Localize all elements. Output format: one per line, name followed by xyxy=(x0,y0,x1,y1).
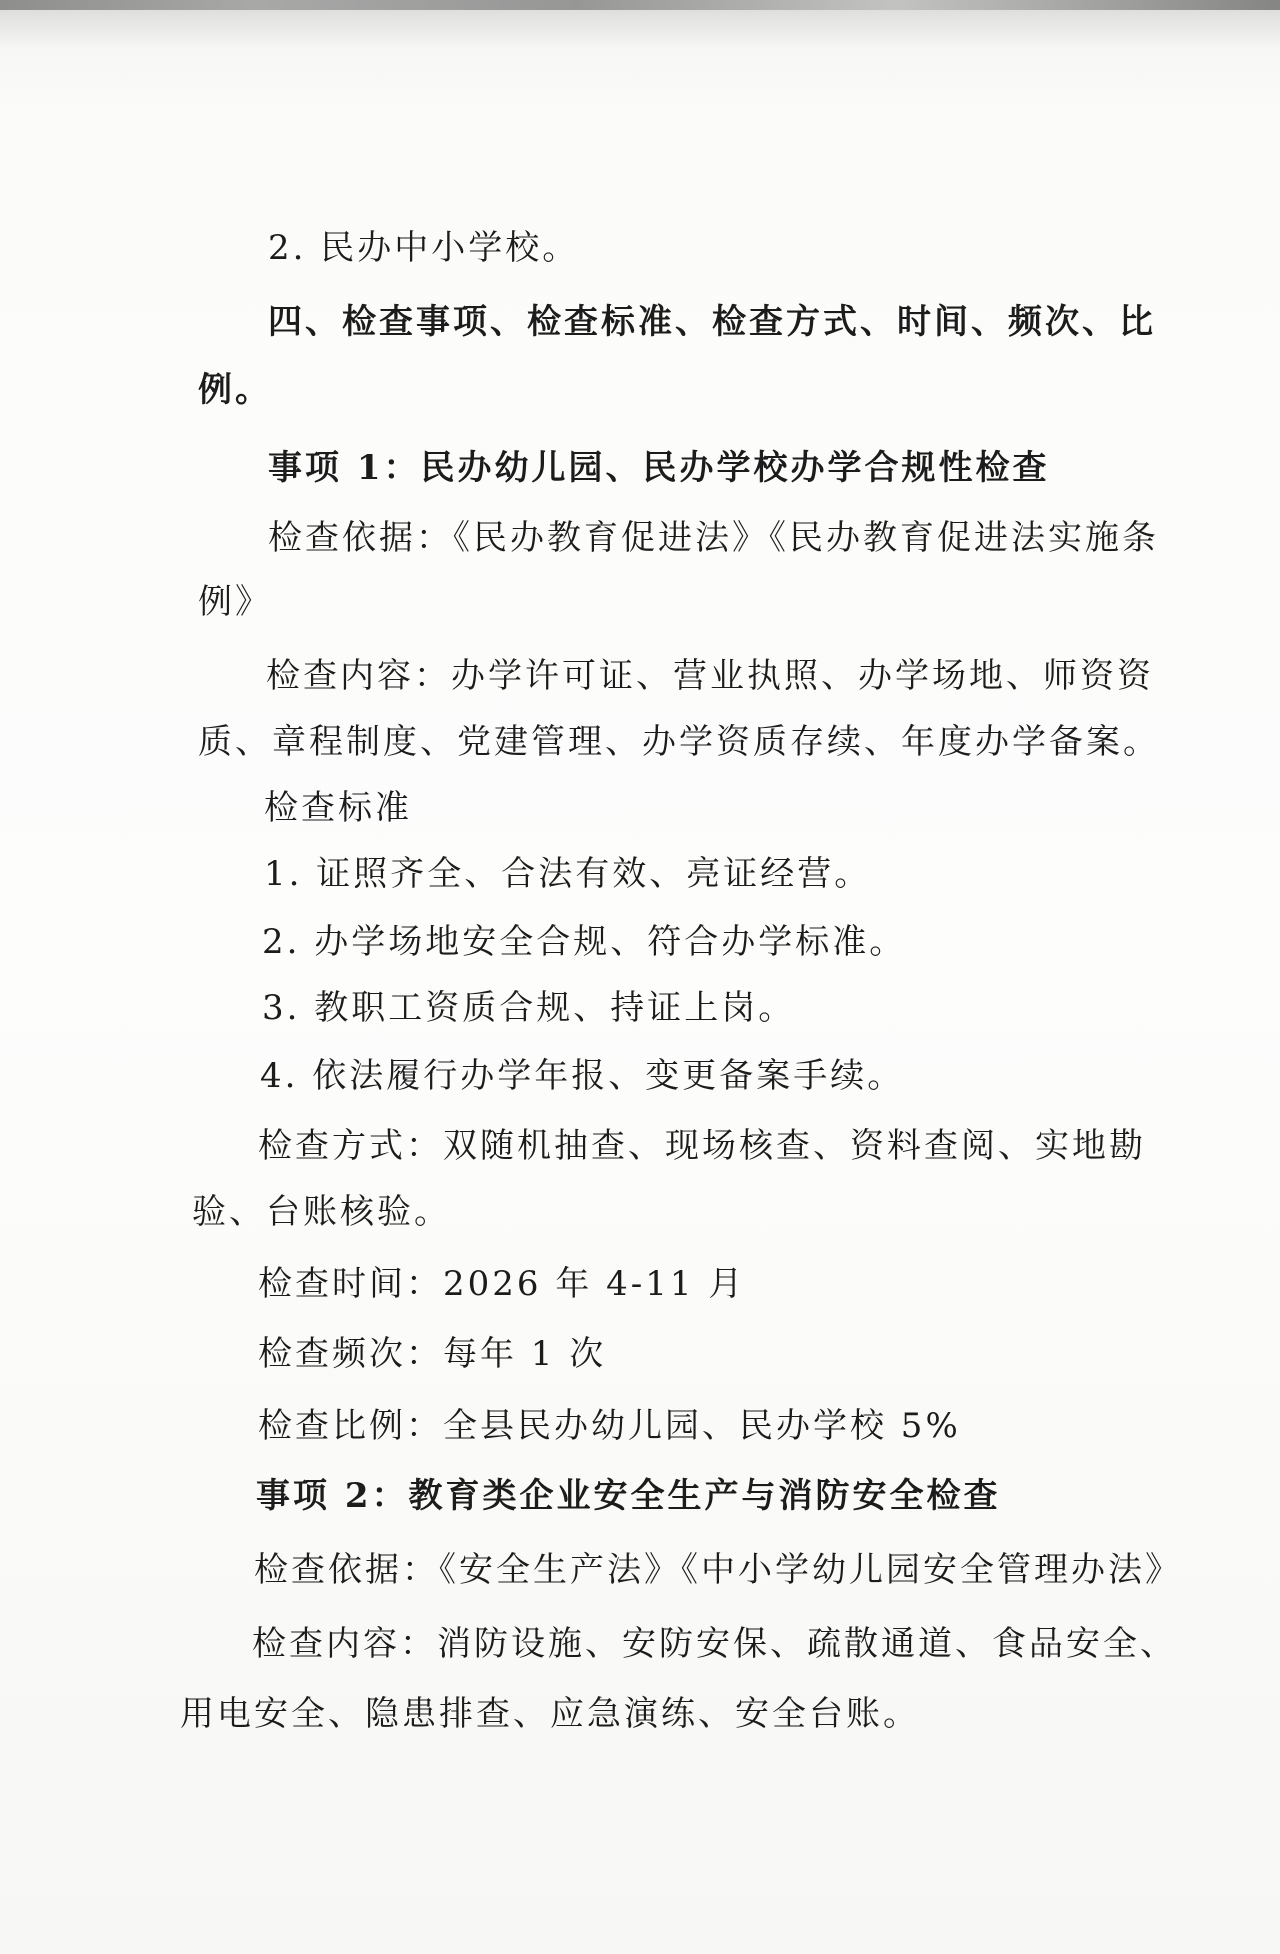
scan-top-edge xyxy=(0,0,1280,10)
item1-standard-3: 3. 教职工资质合规、持证上岗。 xyxy=(262,988,796,1028)
item1-content: 检查内容：办学许可证、营业执照、办学场地、师资资 xyxy=(266,656,1154,696)
item2-content-cont: 用电安全、隐患排查、应急演练、安全台账。 xyxy=(180,1694,920,1734)
item1-standard-heading: 检查标准 xyxy=(264,788,412,828)
item1-basis-cont: 例》 xyxy=(198,582,272,622)
item1-time: 检查时间：2026 年 4-11 月 xyxy=(258,1264,746,1304)
item1-ratio: 检查比例：全县民办幼儿园、民办学校 5% xyxy=(258,1406,961,1446)
section-four-heading-cont: 例。 xyxy=(198,370,272,410)
item1-method: 检查方式：双随机抽查、现场核查、资料查阅、实地勘 xyxy=(258,1126,1146,1166)
item1-content-cont: 质、章程制度、党建管理、办学资质存续、年度办学备案。 xyxy=(198,722,1160,762)
scan-top-shade xyxy=(0,10,1280,50)
item1-standard-4: 4. 依法履行办学年报、变更备案手续。 xyxy=(260,1056,905,1096)
item1-basis: 检查依据：《民办教育促进法》《民办教育促进法实施条 xyxy=(268,518,1159,558)
item1-frequency: 检查频次：每年 1 次 xyxy=(258,1334,607,1374)
item2-title: 事项 2：教育类企业安全生产与消防安全检查 xyxy=(256,1476,1001,1516)
item1-standard-1: 1. 证照齐全、合法有效、亮证经营。 xyxy=(264,854,872,894)
section-four-heading: 四、检查事项、检查标准、检查方式、时间、频次、比 xyxy=(268,302,1156,342)
item2-basis: 检查依据：《安全生产法》《中小学幼儿园安全管理办法》 xyxy=(254,1550,1182,1590)
item1-title: 事项 1：民办幼儿园、民办学校办学合规性检查 xyxy=(268,448,1050,488)
item2-content: 检查内容：消防设施、安防安保、疏散通道、食品安全、 xyxy=(252,1624,1177,1664)
list-item-private-schools: 2. 民办中小学校。 xyxy=(268,228,580,268)
item1-standard-2: 2. 办学场地安全合规、符合办学标准。 xyxy=(262,922,907,962)
item1-method-cont: 验、台账核验。 xyxy=(192,1192,451,1232)
